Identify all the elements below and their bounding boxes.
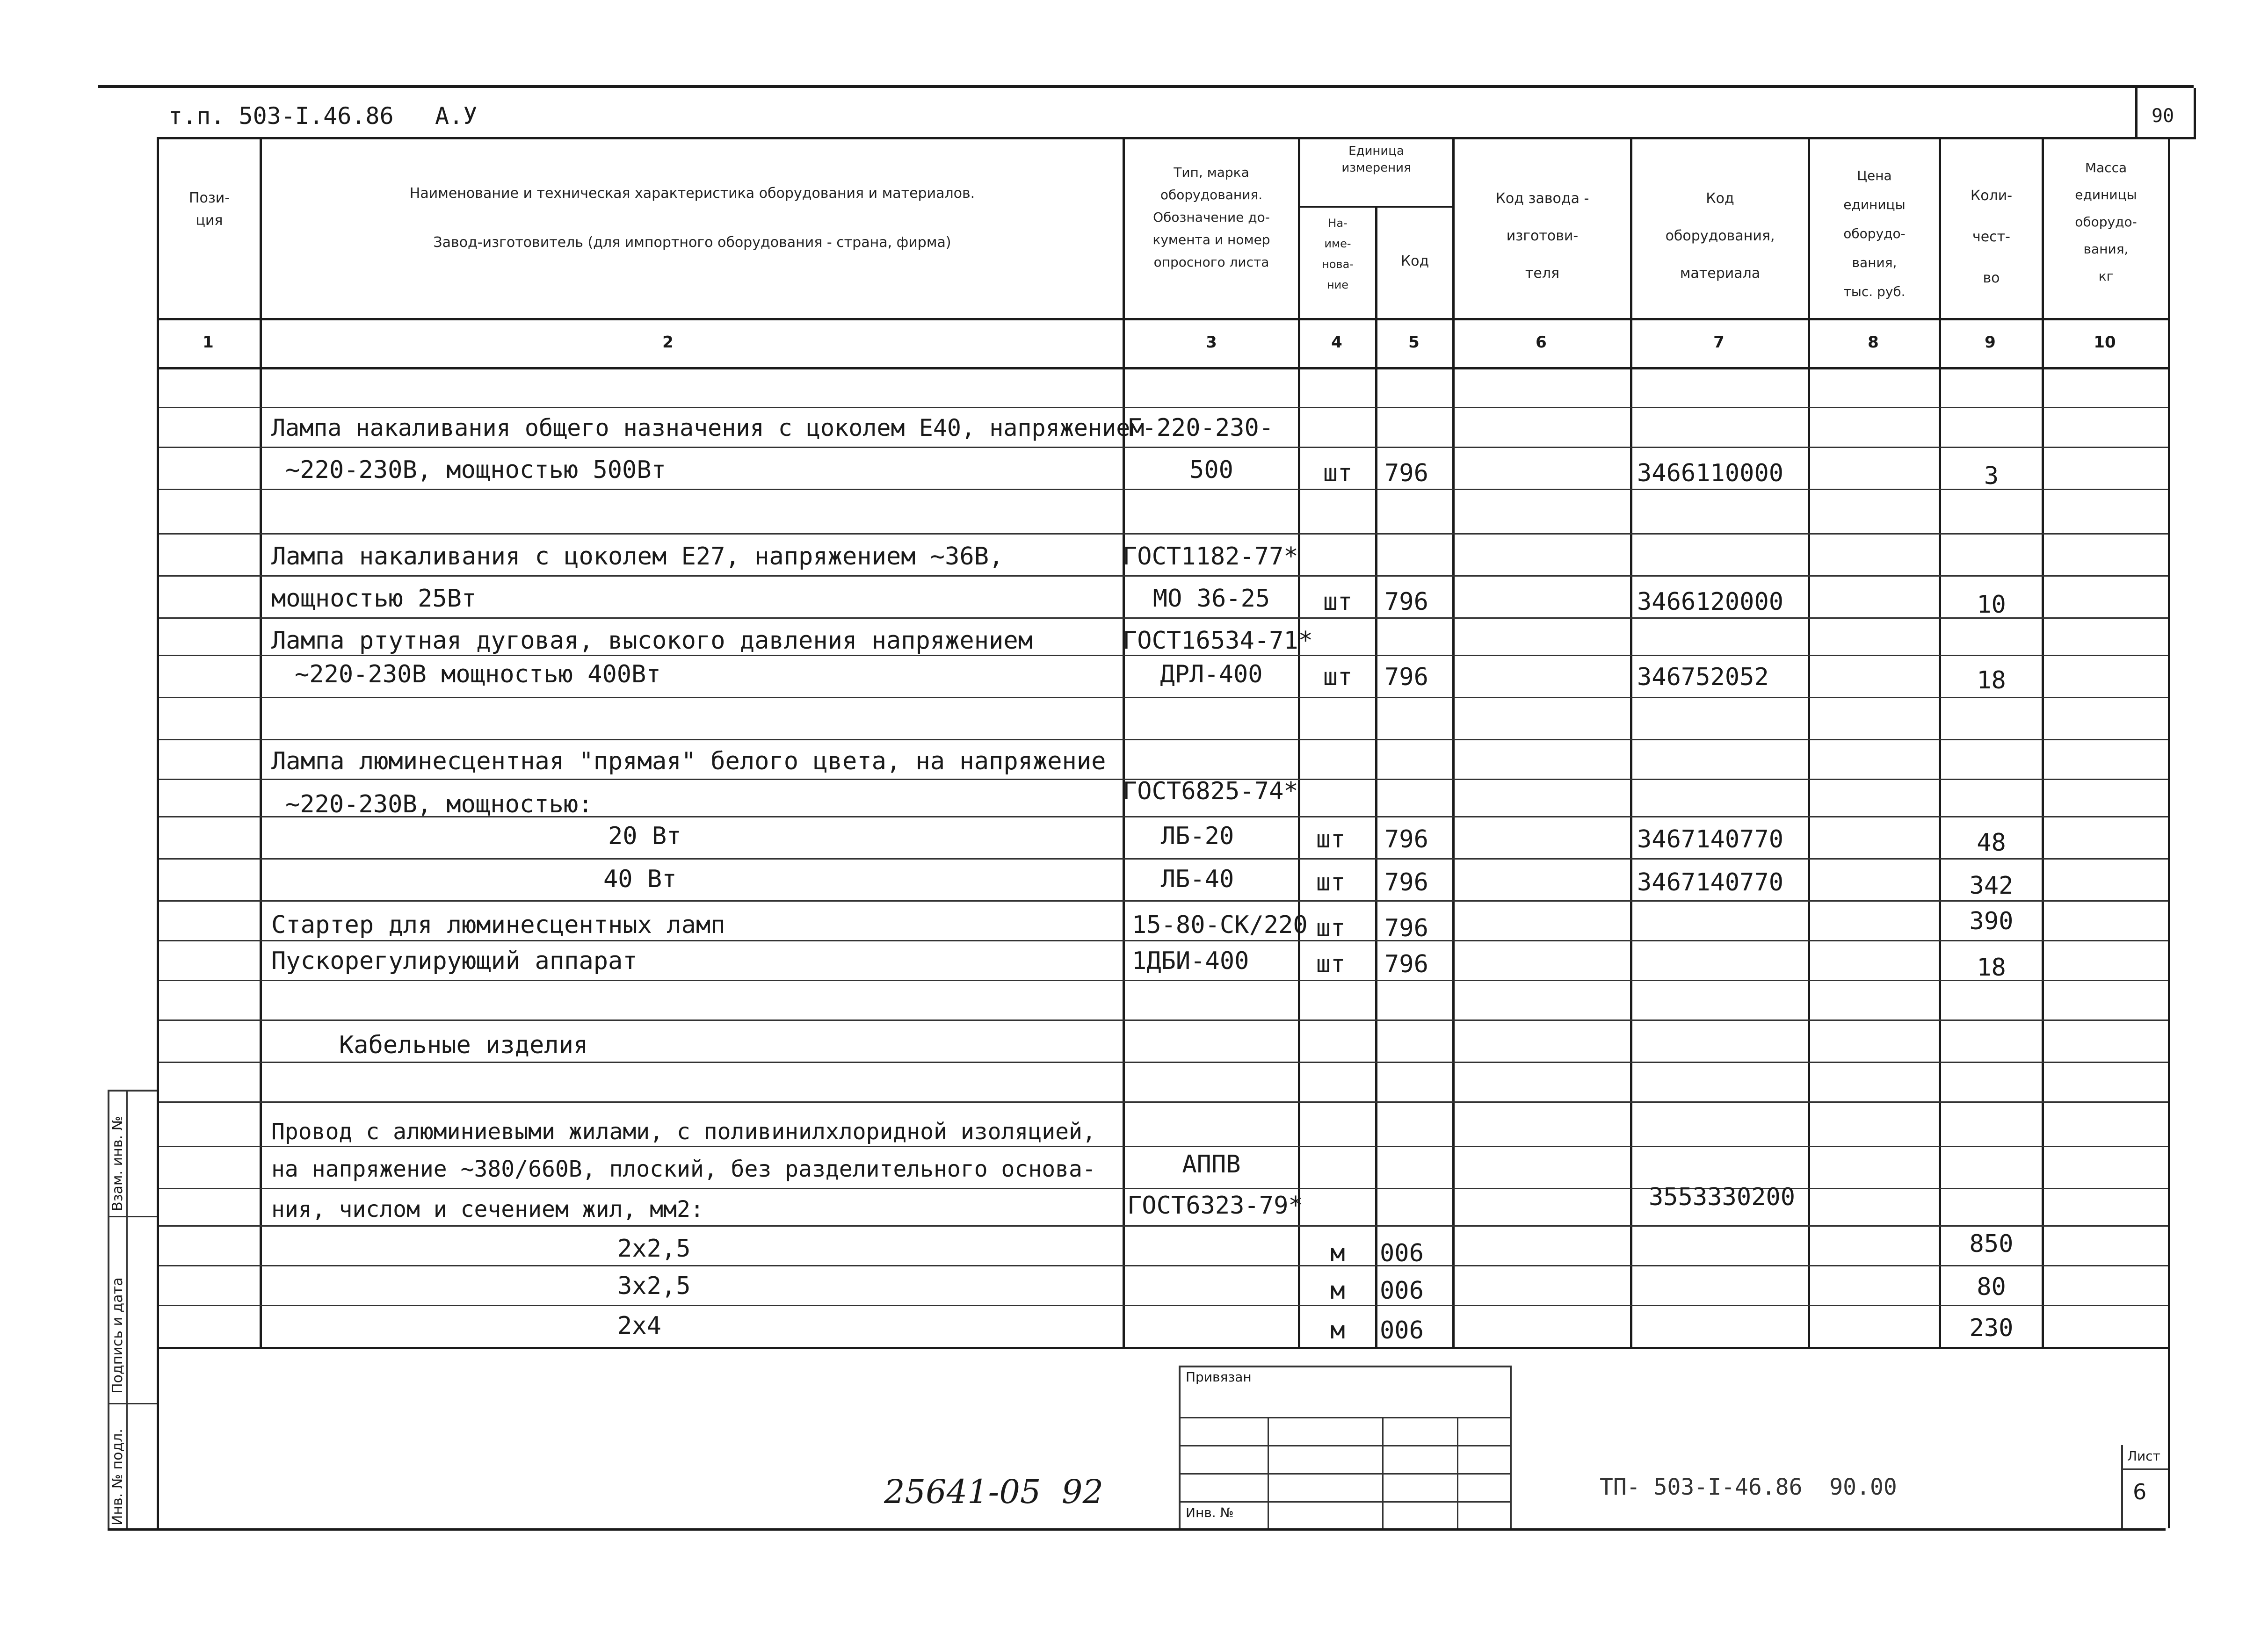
corner-box-left <box>2135 88 2138 137</box>
top-rule <box>98 85 2194 88</box>
row-17-unit: м <box>1330 1277 1345 1305</box>
col-line-3 <box>1298 137 1300 1347</box>
row-16-qty: 850 <box>1969 1230 2014 1258</box>
row-11-unit: шт <box>1316 950 1346 978</box>
side-strip-div-2 <box>108 1403 157 1404</box>
row-divider <box>159 1305 2168 1306</box>
row-divider <box>159 900 2168 902</box>
row-12-name: Кабельные изделия <box>339 1031 588 1059</box>
col-line-7 <box>1808 137 1810 1347</box>
row-divider <box>159 1225 2168 1227</box>
row-divider <box>159 1188 2168 1189</box>
row-4-type: ГОСТ16534-71* <box>1123 627 1313 655</box>
row-5-code: 796 <box>1384 663 1428 691</box>
row-8-qty: 48 <box>1977 829 2006 857</box>
colnum-5: 5 <box>1408 333 1420 352</box>
row-divider <box>159 533 2168 535</box>
row-14-name: на напряжение ~380/660В, плоский, без разделительного основа- <box>271 1156 1096 1182</box>
row-14-type: АППВ <box>1182 1150 1241 1179</box>
row-18-unit: м <box>1330 1316 1345 1345</box>
row-3-code: 796 <box>1384 588 1428 616</box>
colnum-8: 8 <box>1868 333 1879 352</box>
header-bottom <box>157 318 2168 320</box>
row-divider <box>159 489 2168 490</box>
page-corner-number: 90 <box>2152 105 2174 127</box>
row-0-name: Лампа накаливания общего назначения с цоколем Е40, напряжением <box>271 414 1145 441</box>
row-8-type: ЛБ-20 <box>1160 822 1234 850</box>
stamp-left <box>1179 1366 1181 1528</box>
stamp-col-1 <box>1268 1417 1269 1528</box>
row-9-qty: 342 <box>1969 872 2014 900</box>
colnum-10: 10 <box>2094 333 2116 352</box>
row-15-name: ния, числом и сечением жил, мм2: <box>271 1196 704 1222</box>
header-name-line2: Завод-изготовитель (для импортного оборудования - страна, фирма) <box>433 234 951 251</box>
stamp-doc-code: ТП- 503-І-46.86 90.00 <box>1600 1474 1897 1500</box>
colnum-1: 1 <box>203 333 214 352</box>
row-divider <box>159 1019 2168 1021</box>
header-name-line1: Наименование и техническая характеристика оборудования и материалов. <box>409 185 975 202</box>
row-10-unit: шт <box>1316 914 1346 942</box>
header-unit: Единица измерения <box>1341 144 1411 175</box>
row-divider <box>159 858 2168 860</box>
row-9-type: ЛБ-40 <box>1160 865 1234 893</box>
doc-code-suffix: А.У <box>435 102 478 130</box>
row-3-eq: 3466120000 <box>1637 588 1784 616</box>
row-divider <box>159 655 2168 656</box>
row-3-unit: шт <box>1323 588 1353 616</box>
row-divider <box>159 739 2168 740</box>
row-17-name: 3х2,5 <box>617 1272 691 1300</box>
row-16-unit: м <box>1330 1239 1345 1267</box>
sheet-label: Лист <box>2127 1448 2160 1464</box>
row-18-qty: 230 <box>1969 1314 2014 1342</box>
stamp-right <box>1510 1366 1512 1528</box>
row-9-unit: шт <box>1316 868 1346 897</box>
row-11-code: 796 <box>1384 950 1428 978</box>
header-quantity: Коли- чест- во <box>1970 188 2013 286</box>
colnum-7: 7 <box>1713 333 1725 352</box>
row-3-name: мощностью 25Вт <box>271 585 477 613</box>
stamp-privyazan: Привязан <box>1186 1369 1252 1385</box>
colnum-3: 3 <box>1206 333 1217 352</box>
header-maker-code: Код завода - изготови- теля <box>1495 190 1589 282</box>
table-top <box>157 137 2196 139</box>
row-divider <box>159 940 2168 941</box>
row-1-qty: 3 <box>1984 462 1999 490</box>
colnum-9: 9 <box>1985 333 1996 352</box>
row-8-unit: шт <box>1316 825 1346 853</box>
row-1-name: ~220-230В, мощностью 500Вт <box>285 456 666 484</box>
row-8-eq: 3467140770 <box>1637 825 1784 853</box>
row-5-qty: 18 <box>1977 666 2006 694</box>
row-15-eq: 3553330200 <box>1649 1183 1796 1211</box>
row-9-code: 796 <box>1384 868 1428 897</box>
row-10-type: 15-80-СК/220 <box>1132 911 1308 939</box>
row-16-code: 006 <box>1380 1239 1424 1267</box>
col-line-9 <box>2042 137 2044 1347</box>
row-17-code: 006 <box>1380 1277 1424 1305</box>
col-line-1 <box>260 137 262 1347</box>
row-2-name: Лампа накаливания с цоколем Е27, напряжением ~36В, <box>271 542 1004 571</box>
colnum-bottom <box>157 367 2168 369</box>
row-9-name: 40 Вт <box>603 865 677 893</box>
frame-bottom <box>108 1528 2166 1531</box>
row-5-eq: 346752052 <box>1637 663 1769 691</box>
row-1-code: 796 <box>1384 459 1428 487</box>
col-line-4 <box>1375 206 1377 1347</box>
row-7-type: ГОСТ6825-74* <box>1123 777 1298 805</box>
col-line-8 <box>1939 137 1941 1347</box>
header-equip-code: Код оборудования, материала <box>1665 190 1775 282</box>
row-15-type: ГОСТ6323-79* <box>1127 1192 1303 1220</box>
header-unit-code: Код <box>1400 253 1429 269</box>
row-5-type: ДРЛ-400 <box>1160 660 1263 688</box>
row-11-name: Пускорегулирующий аппарат <box>271 947 638 975</box>
row-3-type: МО 36-25 <box>1152 585 1270 613</box>
row-10-name: Стартер для люминесцентных ламп <box>271 911 725 939</box>
stamp-line-3 <box>1179 1473 1511 1475</box>
sheet-box-left <box>2121 1445 2123 1528</box>
row-8-code: 796 <box>1384 825 1428 853</box>
row-2-type: ГОСТ1182-77* <box>1123 542 1298 571</box>
row-divider <box>159 407 2168 408</box>
colnum-4: 4 <box>1331 333 1342 352</box>
header-unit-name: На- име- нова- ние <box>1322 217 1354 291</box>
colnum-6: 6 <box>1536 333 1547 352</box>
stamp-col-3 <box>1457 1417 1458 1528</box>
row-11-qty: 18 <box>1977 954 2006 982</box>
row-18-name: 2х4 <box>617 1312 661 1340</box>
col-line-5 <box>1452 137 1455 1347</box>
row-6-name: Лампа люминесцентная "прямая" белого цвета, на напряжение <box>271 747 1106 775</box>
col-line-0 <box>157 137 159 1528</box>
row-10-code: 796 <box>1384 914 1428 942</box>
stamp-line-1 <box>1179 1417 1511 1418</box>
row-divider <box>159 1265 2168 1266</box>
row-8-name: 20 Вт <box>608 822 681 850</box>
row-16-name: 2х2,5 <box>617 1235 691 1263</box>
row-5-name: ~220-230В мощностью 400Вт <box>295 660 661 688</box>
header-price: Цена единицы оборудо- вания, тыс. руб. <box>1843 168 1906 299</box>
frame-right-top <box>2194 88 2196 137</box>
row-divider <box>159 447 2168 448</box>
header-position: Пози- ция <box>188 190 230 229</box>
row-5-unit: шт <box>1323 663 1353 691</box>
row-9-eq: 3467140770 <box>1637 868 1784 897</box>
stamp-top <box>1179 1366 1511 1367</box>
header-mass: Масса единицы оборудо- вания, кг <box>2075 160 2137 284</box>
side-strip-div-1 <box>108 1216 157 1217</box>
doc-code-top: т.п. 503-І.46.86 <box>168 102 394 130</box>
row-0-type: Г-220-230- <box>1127 414 1274 442</box>
row-divider <box>159 575 2168 577</box>
stamp-line-4 <box>1179 1501 1511 1503</box>
row-1-type: 500 <box>1189 456 1233 484</box>
col-line-6 <box>1630 137 1632 1347</box>
row-11-type: 1ДБИ-400 <box>1132 947 1249 975</box>
table-bottom <box>157 1347 2168 1349</box>
side-strip-top <box>108 1090 157 1092</box>
row-divider <box>159 617 2168 619</box>
header-type: Тип, марка оборудования. Обозначение до- кумента и номер опросного листа <box>1152 165 1270 270</box>
unit-subheader-line <box>1298 206 1452 208</box>
row-1-eq: 3466110000 <box>1637 459 1784 487</box>
col-line-10 <box>2168 137 2170 1528</box>
stamp-inv-no: Инв. № <box>1186 1505 1234 1520</box>
row-divider <box>159 1146 2168 1147</box>
row-4-name: Лампа ртутная дуговая, высокого давления напряжением <box>271 627 1033 655</box>
row-divider <box>159 980 2168 981</box>
row-divider <box>159 1062 2168 1063</box>
row-3-qty: 10 <box>1977 591 2006 619</box>
side-label-inv: Инв. № подл. <box>109 1429 126 1526</box>
row-10-qty: 390 <box>1969 907 2014 935</box>
stamp-col-2 <box>1382 1417 1384 1528</box>
row-17-qty: 80 <box>1977 1273 2006 1301</box>
sheet-number: 6 <box>2133 1479 2147 1504</box>
stamp-line-2 <box>1179 1445 1511 1446</box>
row-divider <box>159 1101 2168 1103</box>
sheet-box-mid <box>2121 1468 2168 1470</box>
side-label-signature: Подпись и дата <box>109 1277 126 1394</box>
stamp-handwritten-number: 25641-05 92 <box>884 1473 1103 1511</box>
row-13-name: Провод с алюминиевыми жилами, с поливинилхлоридной изоляцией, <box>271 1119 1096 1145</box>
row-7-name: ~220-230В, мощностью: <box>285 790 593 818</box>
row-divider <box>159 697 2168 698</box>
row-18-code: 006 <box>1380 1316 1424 1345</box>
side-label-replace: Взам. инв. № <box>109 1116 126 1211</box>
side-strip-mid <box>126 1090 128 1528</box>
colnum-2: 2 <box>662 333 674 352</box>
row-1-unit: шт <box>1323 459 1353 487</box>
